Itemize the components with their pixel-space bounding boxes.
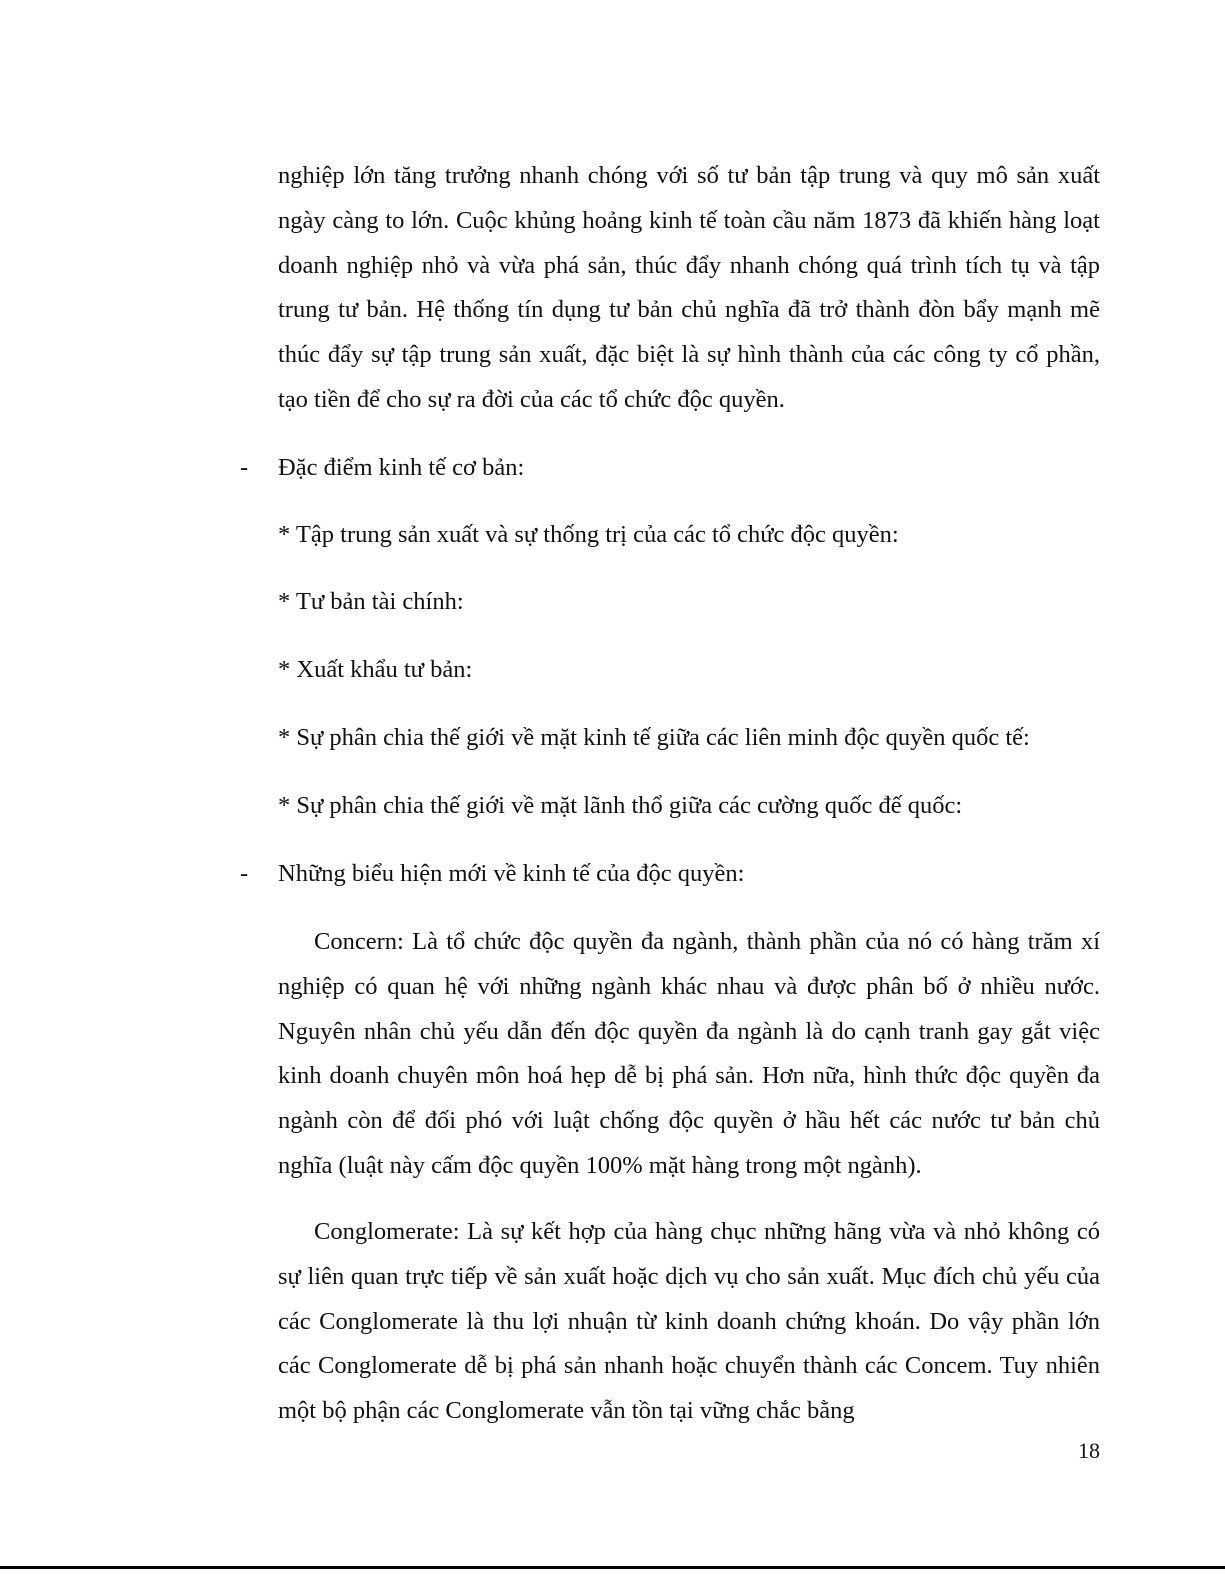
page-number: 18 — [1078, 1438, 1100, 1463]
feature-item: * Sự phân chia thế giới về mặt lãnh thổ giữa các cường quốc đế quốc: — [278, 792, 963, 819]
feature-item: * Xuất khẩu tư bản: — [278, 656, 473, 683]
paragraph-concern: Concern: Là tổ chức độc quyền đa ngành, thành phần của nó có hàng trăm xí nghiệp có quan hệ với những ngành khác nhau và được phân bố ở nhiều nước. Nguyên nhân chủ yếu dẫn đến độc quyền đa ngành là do cạnh tranh gay gắt việc kinh doanh chuyên môn hoá hẹp dễ bị phá sản. Hơn nữa, hình thức độc quyền đa ngành còn để đối phó với luật chống độc quyền ở hầu hết các nước tư bản chủ nghĩa (luật này cấm độc quyền 100% mặt hàng trong một ngành). — [278, 928, 1100, 1179]
paragraph-conglomerate: Conglomerate: Là sự kết hợp của hàng chục những hãng vừa và nhỏ không có sự liên quan trực tiếp về sản xuất hoặc dịch vụ cho sản xuất. Mục đích chủ yếu của các Conglomerate là thu lợi nhuận từ kinh doanh chứng khoán. Do vậy phần lớn các Conglomerate dễ bị phá sản nhanh hoặc chuyển thành các Concem. Tuy nhiên một bộ phận các Conglomerate vẫn tồn tại vững chắc bằng — [278, 1218, 1100, 1425]
bottom-divider — [0, 1566, 1225, 1569]
bullet-basic-features-text: Đặc điểm kinh tế cơ bản: — [278, 454, 525, 481]
feature-item: * Tập trung sản xuất và sự thống trị của các tổ chức độc quyền: — [278, 521, 899, 548]
paragraph-intro: nghiệp lớn tăng trưởng nhanh chóng với số tư bản tập trung và quy mô sản xuất ngày càng to lớn. Cuộc khủng hoảng kinh tế toàn cầu năm 1873 đã khiến hàng loạt doanh nghiệp nhỏ và vừa phá sản, thúc đẩy nhanh chóng quá trình tích tụ và tập trung tư bản. Hệ thống tín dụng tư bản chủ nghĩa đã trở thành đòn bẩy mạnh mẽ thúc đẩy sự tập trung sản xuất, đặc biệt là sự hình thành của các công ty cổ phần, tạo tiền để cho sự ra đời của các tổ chức độc quyền. — [278, 162, 1100, 413]
feature-item: * Sự phân chia thế giới về mặt kinh tế giữa các liên minh độc quyền quốc tế: — [278, 724, 1030, 751]
bullet-dash: - — [240, 454, 249, 481]
bullet-dash: - — [240, 860, 249, 887]
feature-item: * Tư bản tài chính: — [278, 588, 464, 615]
bullet-new-expressions-text: Những biểu hiện mới về kinh tế của độc quyền: — [278, 860, 745, 887]
